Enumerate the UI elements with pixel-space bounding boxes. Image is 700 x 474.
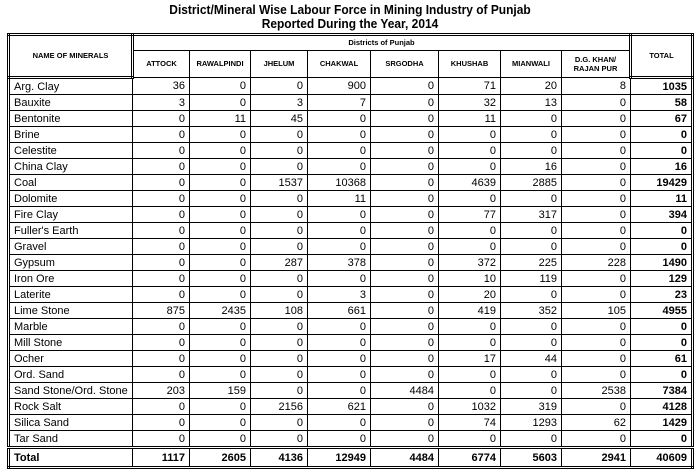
table-body [9,78,693,448]
row-total-cell: 0 [631,143,693,159]
total-cell: 2605 [190,448,251,468]
district-value-cell: 0 [562,191,631,207]
district-value-cell: 0 [371,335,439,351]
mineral-name: Laterite [9,287,133,303]
mineral-name: Sand Stone/Ord. Stone [9,383,133,399]
district-value-cell: 0 [251,287,308,303]
district-value-cell: 0 [371,127,439,143]
district-value-cell: 32 [439,95,501,111]
district-value-cell: 0 [308,415,371,431]
row-total-cell: 0 [631,335,693,351]
row-total-cell: 16 [631,159,693,175]
district-value-cell: 0 [251,367,308,383]
district-value-cell: 0 [371,207,439,223]
column-header-attock: ATTOCK [133,51,190,78]
mineral-name: Gravel [9,239,133,255]
district-value-cell: 419 [439,303,501,319]
district-value-cell: 317 [501,207,562,223]
district-value-cell: 13 [501,95,562,111]
row-total-cell: 67 [631,111,693,127]
mineral-name: Celestite [9,143,133,159]
mineral-name: Silica Sand [9,415,133,431]
district-value-cell: 77 [439,207,501,223]
district-value-cell: 0 [251,207,308,223]
mineral-name: Iron Ore [9,271,133,287]
district-value-cell: 0 [371,367,439,383]
district-value-cell: 0 [190,191,251,207]
table-row [9,175,693,191]
column-header-srgodha: SRGODHA [371,51,439,78]
district-value-cell: 0 [439,159,501,175]
district-value-cell: 0 [190,207,251,223]
table-row [9,415,693,431]
mineral-name: Mill Stone [9,335,133,351]
district-value-cell: 0 [190,143,251,159]
district-value-cell: 0 [308,159,371,175]
row-total-cell: 19429 [631,175,693,191]
row-total-cell: 0 [631,223,693,239]
report-title [28,3,672,31]
district-value-cell: 3 [133,95,190,111]
mineral-name: Ocher [9,351,133,367]
district-value-cell: 71 [439,78,501,95]
district-value-cell: 0 [308,207,371,223]
district-value-cell: 0 [501,367,562,383]
mineral-name: Tar Sand [9,431,133,448]
district-value-cell: 0 [562,431,631,448]
district-value-cell: 0 [133,143,190,159]
district-value-cell: 0 [133,111,190,127]
district-value-cell: 20 [439,287,501,303]
district-value-cell: 0 [251,78,308,95]
district-value-cell: 0 [133,319,190,335]
row-total-cell: 61 [631,351,693,367]
district-value-cell: 0 [371,95,439,111]
district-value-cell: 159 [190,383,251,399]
row-total-cell: 1035 [631,78,693,95]
district-value-cell: 0 [562,335,631,351]
table-row [9,287,693,303]
district-value-cell: 0 [251,191,308,207]
table-row [9,303,693,319]
total-cell: 1117 [133,448,190,468]
row-total-cell: 0 [631,127,693,143]
district-value-cell: 2156 [251,399,308,415]
district-value-cell: 0 [439,335,501,351]
district-value-cell: 0 [439,239,501,255]
table-row [9,239,693,255]
mineral-name: Ord. Sand [9,367,133,383]
district-value-cell: 0 [371,78,439,95]
district-value-cell: 16 [501,159,562,175]
district-value-cell: 3 [251,95,308,111]
column-header-chakwal: CHAKWAL [308,51,371,78]
district-value-cell: 0 [190,415,251,431]
mineral-name: China Clay [9,159,133,175]
district-value-cell: 0 [308,335,371,351]
district-value-cell: 0 [562,143,631,159]
grand-total-cell: 40609 [631,448,693,468]
district-value-cell: 352 [501,303,562,319]
district-value-cell: 11 [190,111,251,127]
row-total-cell: 0 [631,367,693,383]
district-value-cell: 0 [190,335,251,351]
district-value-cell: 900 [308,78,371,95]
district-value-cell: 0 [190,175,251,191]
district-value-cell: 0 [308,223,371,239]
district-value-cell: 0 [371,239,439,255]
district-value-cell: 0 [371,287,439,303]
district-value-cell: 0 [251,159,308,175]
table-row [9,223,693,239]
district-value-cell: 0 [133,239,190,255]
district-value-cell: 0 [501,239,562,255]
total-cell: 2941 [562,448,631,468]
column-header-jhelum: JHELUM [251,51,308,78]
district-value-cell: 0 [251,335,308,351]
district-value-cell: 0 [133,287,190,303]
mineral-name: Lime Stone [9,303,133,319]
district-value-cell: 0 [133,207,190,223]
district-value-cell: 0 [562,319,631,335]
row-total-cell: 7384 [631,383,693,399]
district-value-cell: 0 [133,271,190,287]
total-row [9,448,693,468]
mineral-name: Marble [9,319,133,335]
table-row [9,127,693,143]
total-row-label: Total [9,448,133,468]
column-header-minerals: NAME OF MINERALS [9,35,133,78]
district-value-cell: 0 [501,191,562,207]
district-value-cell: 0 [133,127,190,143]
row-total-cell: 4128 [631,399,693,415]
district-value-cell: 0 [190,399,251,415]
district-value-cell: 0 [501,143,562,159]
row-total-cell: 129 [631,271,693,287]
district-value-cell: 0 [501,287,562,303]
row-total-cell: 23 [631,287,693,303]
district-value-cell: 2538 [562,383,631,399]
district-value-cell: 378 [308,255,371,271]
table-row [9,335,693,351]
district-value-cell: 372 [439,255,501,271]
district-value-cell: 2885 [501,175,562,191]
column-header-khushab: KHUSHAB [439,51,501,78]
district-value-cell: 0 [190,271,251,287]
district-value-cell: 225 [501,255,562,271]
district-value-cell: 0 [308,351,371,367]
table-row [9,78,693,95]
district-value-cell: 0 [251,319,308,335]
district-value-cell: 0 [501,319,562,335]
district-value-cell: 661 [308,303,371,319]
row-total-cell: 0 [631,239,693,255]
district-value-cell: 0 [190,287,251,303]
district-value-cell: 0 [308,319,371,335]
district-value-cell: 0 [308,367,371,383]
district-value-cell: 0 [501,111,562,127]
district-value-cell: 0 [190,239,251,255]
district-value-cell: 17 [439,351,501,367]
district-value-cell: 0 [133,367,190,383]
district-value-cell: 0 [190,367,251,383]
row-total-cell: 11 [631,191,693,207]
district-value-cell: 0 [562,159,631,175]
district-value-cell: 0 [562,127,631,143]
district-value-cell: 0 [371,255,439,271]
district-value-cell: 44 [501,351,562,367]
district-value-cell: 0 [251,143,308,159]
district-value-cell: 0 [190,351,251,367]
district-value-cell: 0 [133,399,190,415]
district-value-cell: 621 [308,399,371,415]
district-value-cell: 0 [562,223,631,239]
report-title-line1: District/Mineral Wise Labour Force in Mining Industry of Punjab [169,2,531,17]
district-value-cell: 0 [133,191,190,207]
district-value-cell: 0 [562,239,631,255]
district-value-cell: 0 [190,159,251,175]
column-group-header-districts: Districts of Punjab [133,35,631,51]
district-value-cell: 0 [501,223,562,239]
district-value-cell: 0 [133,415,190,431]
district-value-cell: 0 [501,431,562,448]
district-value-cell: 0 [371,223,439,239]
table-row [9,159,693,175]
district-value-cell: 3 [308,287,371,303]
table-row [9,95,693,111]
district-value-cell: 0 [308,127,371,143]
district-value-cell: 0 [371,399,439,415]
row-total-cell: 0 [631,319,693,335]
district-value-cell: 0 [439,223,501,239]
district-value-cell: 0 [562,175,631,191]
district-value-cell: 0 [562,271,631,287]
district-value-cell: 0 [190,223,251,239]
district-value-cell: 0 [308,143,371,159]
district-value-cell: 0 [190,127,251,143]
total-cell: 4484 [371,448,439,468]
district-value-cell: 0 [251,415,308,431]
mineral-name: Arg. Clay [9,78,133,95]
mineral-name: Dolomite [9,191,133,207]
district-value-cell: 0 [562,95,631,111]
table-row [9,383,693,399]
district-value-cell: 0 [371,303,439,319]
district-value-cell: 319 [501,399,562,415]
report-title-line2: Reported During the Year, 2014 [261,16,439,31]
district-value-cell: 0 [251,223,308,239]
district-value-cell: 4639 [439,175,501,191]
district-value-cell: 0 [501,335,562,351]
labour-force-table [7,33,694,469]
district-value-cell: 1537 [251,175,308,191]
table-row [9,399,693,415]
district-value-cell: 0 [190,78,251,95]
district-value-cell: 62 [562,415,631,431]
district-value-cell: 0 [133,223,190,239]
district-value-cell: 0 [562,367,631,383]
district-value-cell: 0 [251,271,308,287]
column-header-mianwali: MIANWALI [501,51,562,78]
district-value-cell: 0 [190,255,251,271]
district-value-cell: 0 [190,319,251,335]
district-value-cell: 0 [371,431,439,448]
mineral-name: Gypsum [9,255,133,271]
column-header-dg-khan-rajan-pur: D.G. KHAN/ RAJAN PUR [562,51,631,78]
district-value-cell: 0 [251,383,308,399]
district-value-cell: 0 [133,159,190,175]
district-value-cell: 0 [371,271,439,287]
district-value-cell: 45 [251,111,308,127]
row-total-cell: 58 [631,95,693,111]
district-value-cell: 0 [308,383,371,399]
row-total-cell: 394 [631,207,693,223]
district-value-cell: 0 [308,111,371,127]
mineral-name: Fuller's Earth [9,223,133,239]
table-row [9,271,693,287]
table-row [9,351,693,367]
table-row [9,367,693,383]
table-row [9,319,693,335]
district-value-cell: 7 [308,95,371,111]
district-value-cell: 0 [439,383,501,399]
district-value-cell: 0 [133,175,190,191]
district-value-cell: 0 [439,143,501,159]
total-cell: 12949 [308,448,371,468]
district-value-cell: 2435 [190,303,251,319]
district-value-cell: 0 [371,175,439,191]
district-value-cell: 0 [190,431,251,448]
district-value-cell: 0 [439,431,501,448]
district-value-cell: 20 [501,78,562,95]
district-value-cell: 228 [562,255,631,271]
table-row [9,255,693,271]
district-value-cell: 0 [439,127,501,143]
table-row [9,111,693,127]
district-value-cell: 0 [371,319,439,335]
column-header-rawalpindi: RAWALPINDI [190,51,251,78]
district-value-cell: 0 [439,191,501,207]
mineral-name: Bauxite [9,95,133,111]
district-value-cell: 0 [133,335,190,351]
district-value-cell: 0 [562,111,631,127]
district-value-cell: 287 [251,255,308,271]
mineral-name: Rock Salt [9,399,133,415]
district-value-cell: 0 [439,367,501,383]
district-value-cell: 0 [371,415,439,431]
district-value-cell: 0 [308,239,371,255]
column-header-total: TOTAL [631,35,693,78]
row-total-cell: 1429 [631,415,693,431]
district-value-cell: 0 [371,191,439,207]
district-value-cell: 0 [308,271,371,287]
district-value-cell: 0 [190,95,251,111]
total-cell: 4136 [251,448,308,468]
district-value-cell: 0 [371,159,439,175]
district-value-cell: 0 [501,383,562,399]
district-value-cell: 0 [562,207,631,223]
district-value-cell: 0 [439,319,501,335]
district-value-cell: 0 [562,287,631,303]
district-value-cell: 875 [133,303,190,319]
row-total-cell: 4955 [631,303,693,319]
district-value-cell: 0 [133,431,190,448]
district-value-cell: 1293 [501,415,562,431]
mineral-name: Fire Clay [9,207,133,223]
district-value-cell: 10368 [308,175,371,191]
district-value-cell: 8 [562,78,631,95]
district-value-cell: 203 [133,383,190,399]
district-value-cell: 0 [562,399,631,415]
table-row [9,191,693,207]
district-value-cell: 0 [251,127,308,143]
district-value-cell: 0 [371,111,439,127]
district-value-cell: 108 [251,303,308,319]
table-row [9,431,693,448]
mineral-name: Brine [9,127,133,143]
district-value-cell: 0 [562,351,631,367]
total-cell: 6774 [439,448,501,468]
district-value-cell: 0 [251,431,308,448]
district-value-cell: 105 [562,303,631,319]
district-value-cell: 11 [308,191,371,207]
table-row [9,143,693,159]
district-value-cell: 119 [501,271,562,287]
mineral-name: Coal [9,175,133,191]
row-total-cell: 1490 [631,255,693,271]
total-cell: 5603 [501,448,562,468]
district-value-cell: 0 [133,351,190,367]
district-value-cell: 11 [439,111,501,127]
district-value-cell: 0 [501,127,562,143]
district-value-cell: 1032 [439,399,501,415]
district-value-cell: 0 [371,143,439,159]
district-value-cell: 0 [371,351,439,367]
district-value-cell: 36 [133,78,190,95]
district-value-cell: 74 [439,415,501,431]
mineral-name: Bentonite [9,111,133,127]
district-value-cell: 4484 [371,383,439,399]
district-value-cell: 10 [439,271,501,287]
district-value-cell: 0 [251,239,308,255]
table-row [9,207,693,223]
district-value-cell: 0 [133,255,190,271]
row-total-cell: 0 [631,431,693,448]
district-value-cell: 0 [251,351,308,367]
district-value-cell: 0 [308,431,371,448]
